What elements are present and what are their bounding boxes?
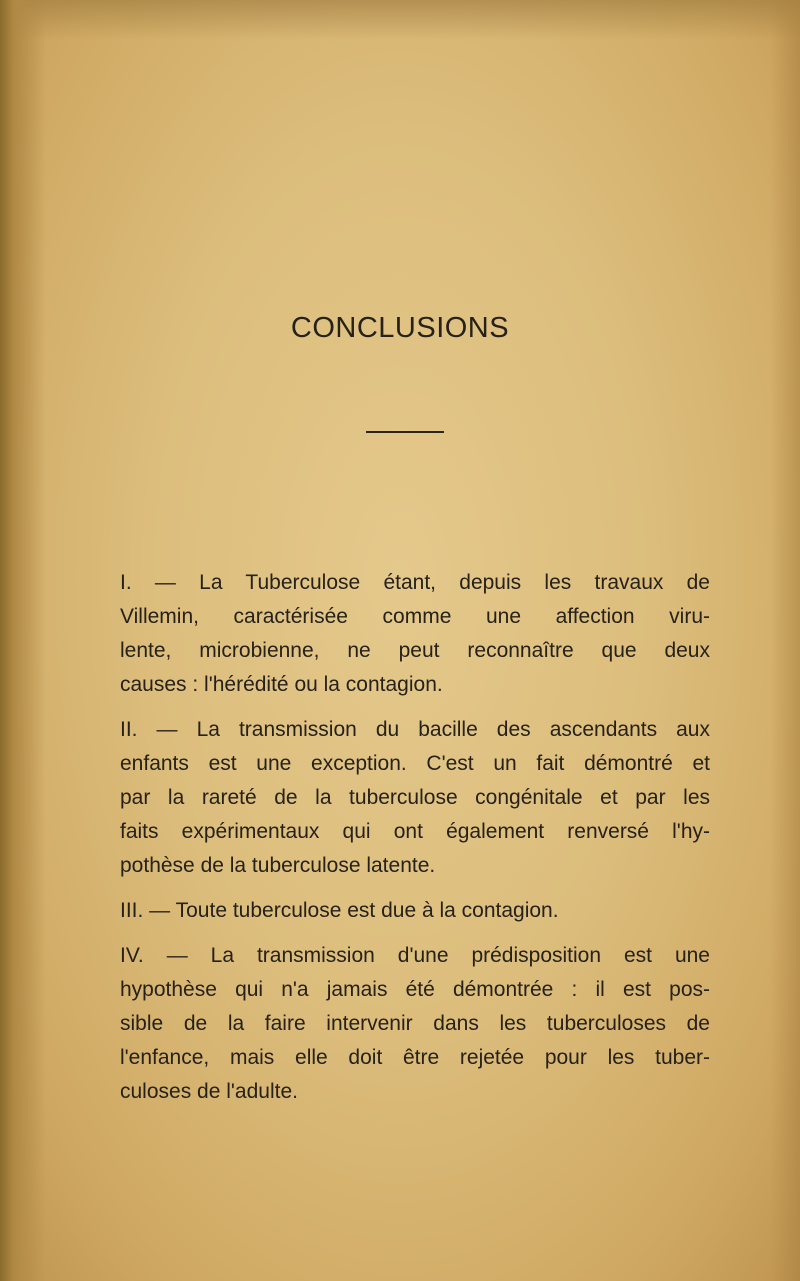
conclusion-paragraph-3	[110, 894, 710, 928]
text-line: culoses de l'adulte.	[120, 1080, 298, 1103]
text-line: faits expérimentaux qui ont également renversé l'hy-	[120, 820, 710, 843]
text-line: l'enfance, mais elle doit être rejetée pour les tuber-	[120, 1046, 710, 1069]
title-divider	[366, 431, 444, 433]
page-shadow-left	[0, 0, 46, 1281]
text-line: enfants est une exception. C'est un fait démontré et	[120, 752, 710, 775]
text-line: I. — La Tuberculose étant, depuis les travaux de	[120, 571, 710, 594]
text-line: hypothèse qui n'a jamais été démontrée : il est pos-	[120, 978, 710, 1001]
text-line: Villemin, caractérisée comme une affection viru-	[120, 605, 710, 628]
page-shadow-top	[0, 0, 800, 40]
text-line: pothèse de la tuberculose latente.	[120, 854, 436, 877]
page-title: CONCLUSIONS	[290, 312, 510, 344]
text-line: II. — La transmission du bacille des ascendants aux	[120, 718, 710, 741]
conclusion-paragraph-1	[110, 566, 710, 702]
text-line: sible de la faire intervenir dans les tuberculoses de	[120, 1012, 710, 1035]
text-line: III. — Toute tuberculose est due à la contagion.	[120, 899, 559, 922]
page-shadow-right	[770, 0, 800, 1281]
conclusions-body	[110, 566, 710, 1120]
text-line: lente, microbienne, ne peut reconnaître que deux	[120, 639, 710, 662]
text-line: IV. — La transmission d'une prédisposition est une	[120, 944, 710, 967]
text-line: par la rareté de la tuberculose congénitale et par les	[120, 786, 710, 809]
conclusion-paragraph-2	[110, 713, 710, 883]
text-line: causes : l'hérédité ou la contagion.	[120, 673, 443, 696]
conclusion-paragraph-4	[110, 939, 710, 1109]
